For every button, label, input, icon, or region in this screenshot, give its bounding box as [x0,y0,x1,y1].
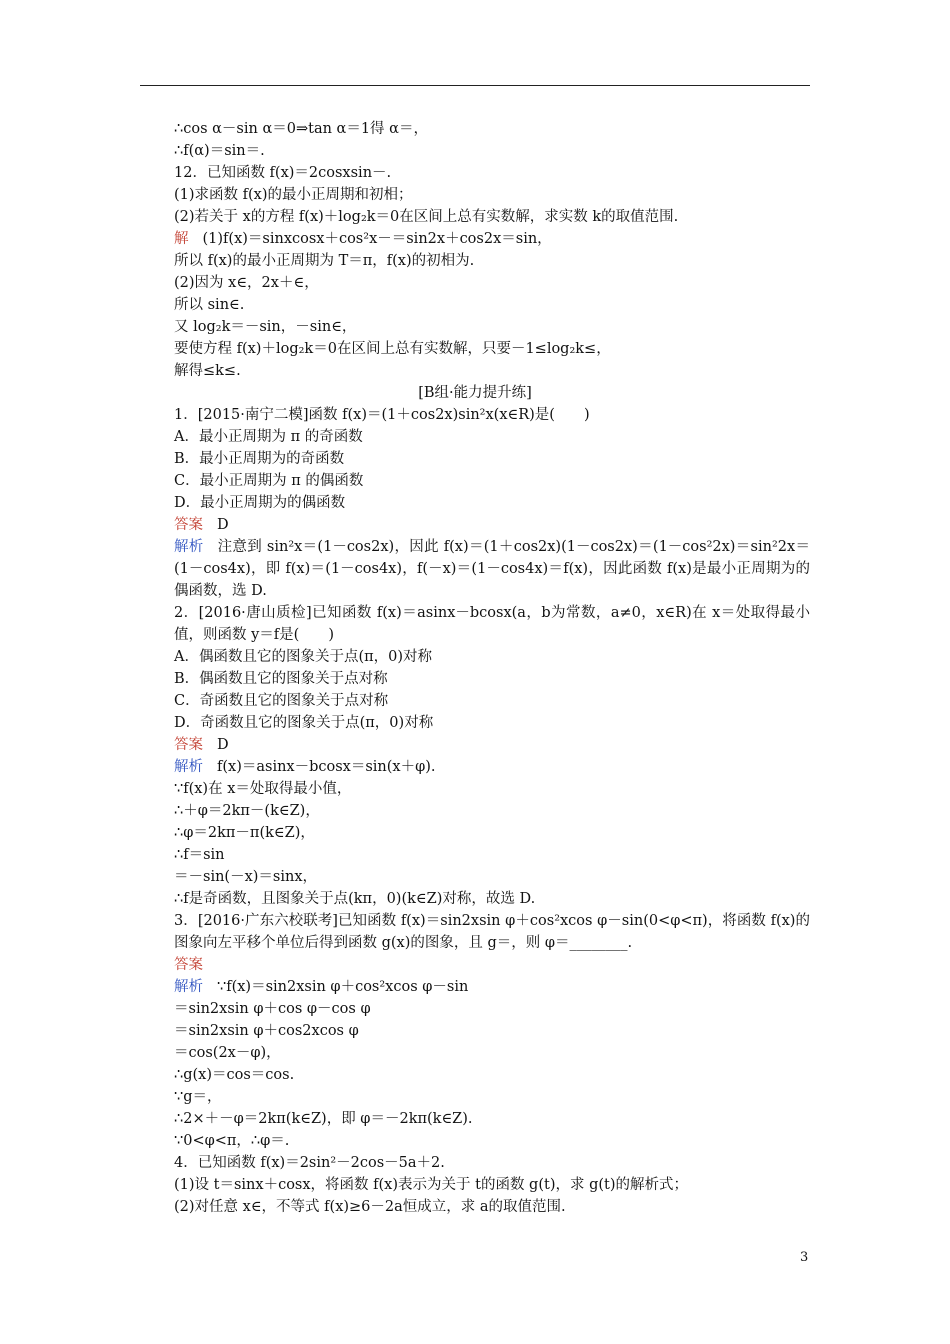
text-line: ＝－sin(－x)＝sinx， [174,869,318,885]
text-line: ∴f＝sin [174,847,225,863]
problem-1-stem: 1．[2015·南宁二模]函数 f(x)＝(1＋cos2x)sin²x(x∈R)是( ) [174,407,590,423]
text-line: (2)对任意 x∈，不等式 f(x)≥6－2a恒成立，求 a的取值范围. [174,1199,566,1215]
text-line: ＝sin2xsin φ＋cos φ－cos φ [174,1001,371,1017]
answer-text: D [217,517,229,533]
problem-2-stem: 2．[2016·唐山质检]已知函数 f(x)＝asinx－bcosx(a，b为常数，a≠0，x∈R)在 x＝处取得最小值，则函数 y＝f是( ) [174,605,810,643]
header-rule [140,85,810,86]
problem-3-stem: 3．[2016·广东六校联考]已知函数 f(x)＝sin2xsin φ＋cos²xcos φ－sin(0<φ<π)，将函数 f(x)的图象向左平移个单位后得到函数 g(x)的图象，且 g＝，则 φ＝________. [174,913,810,951]
answer-label: 答案 [174,957,203,973]
page-number: 3 [800,1250,809,1265]
text-line: ∴2×＋－φ＝2kπ(k∈Z)，即 φ＝－2kπ(k∈Z). [174,1111,473,1127]
choice-d: D．奇函数且它的图象关于点(π，0)对称 [174,715,434,731]
text-line: 解得≤k≤. [174,363,241,379]
text-line: ∴φ＝2kπ－π(k∈Z)， [174,825,315,841]
analysis-paragraph [140,536,810,602]
text-line: ∴f是奇函数，且图象关于点(kπ，0)(k∈Z)对称，故选 D. [174,891,536,907]
choice-b: B．最小正周期为的奇函数 [174,451,345,467]
text-line: 所以 f(x)的最小正周期为 T＝π，f(x)的初相为. [174,253,475,269]
choice-c: C．最小正周期为 π 的偶函数 [174,473,364,489]
choice-a: A．偶函数且它的图象关于点(π，0)对称 [174,649,433,665]
text-line: ＝sin2xsin φ＋cos2xcos φ [174,1023,359,1039]
solution-label: 解 [174,231,189,247]
text-line: ∴f(α)＝sin＝. [174,143,265,159]
choice-c: C．奇函数且它的图象关于点对称 [174,693,389,709]
text-line: 要使方程 f(x)＋log₂k＝0在区间上总有实数解，只要－1≤log₂k≤， [174,341,611,357]
analysis-text: ∵f(x)＝sin2xsin φ＋cos²xcos φ－sin [217,979,469,995]
text-line: (1)设 t＝sinx＋cosx，将函数 f(x)表示为关于 t的函数 g(t)，求 g(t)的解析式； [174,1177,689,1193]
solution-line [140,228,810,250]
analysis-line [140,976,810,998]
document-body [140,118,810,1218]
solution-text: (1)f(x)＝sinxcosx＋cos²x－＝sin2x＋cos2x＝sin， [202,231,552,247]
analysis-text: 注意到 sin²x＝(1－cos2x)，因此 f(x)＝(1＋cos2x)(1－cos2x)＝(1－cos²2x)＝sin²2x＝(1－cos4x)，即 f(x)＝(1－cos4x)，f(－x)＝(1－cos4x)＝f(x)，因此函数 f(x)是最小正周期为的偶函数，选 D. [174,539,810,599]
answer-text: D [217,737,229,753]
analysis-line [140,756,810,778]
problem-12-stem: 12．已知函数 f(x)＝2cosxsin－. [174,165,392,181]
text-line: ∵g＝， [174,1089,222,1105]
analysis-label: 解析 [174,539,204,555]
text-line: ∵f(x)在 x＝处取得最小值， [174,781,352,797]
text-line: (1)求函数 f(x)的最小正周期和初相； [174,187,413,203]
choice-a: A．最小正周期为 π 的奇函数 [174,429,363,445]
section-heading: [B组·能力提升练] [418,385,532,401]
text-line: 所以 sin∈. [174,297,245,313]
text-line: ＝cos(2x－φ)， [174,1045,281,1061]
problem-4-stem: 4．已知函数 f(x)＝2sin²－2cos－5a＋2. [174,1155,445,1171]
answer-line [140,734,810,756]
text-line: ∴＋φ＝2kπ－(k∈Z)， [174,803,320,819]
text-line: (2)若关于 x的方程 f(x)＋log₂k＝0在区间上总有实数解，求实数 k的取值范围. [174,209,679,225]
answer-line [140,514,810,536]
analysis-text: f(x)＝asinx－bcosx＝sin(x＋φ). [217,759,436,775]
analysis-label: 解析 [174,979,203,995]
text-line: ∵0<φ<π，∴φ＝. [174,1133,290,1149]
text-line: 又 log₂k＝－sin，－sin∈， [174,319,357,335]
analysis-label: 解析 [174,759,203,775]
text-line: ∴cos α－sin α＝0⇒tan α＝1得 α＝， [174,121,428,137]
text-line: (2)因为 x∈，2x＋∈， [174,275,319,291]
answer-label: 答案 [174,737,203,753]
choice-d: D．最小正周期为的偶函数 [174,495,346,511]
text-line: ∴g(x)＝cos＝cos. [174,1067,295,1083]
answer-label: 答案 [174,517,203,533]
answer-line [140,954,810,976]
choice-b: B．偶函数且它的图象关于点对称 [174,671,388,687]
